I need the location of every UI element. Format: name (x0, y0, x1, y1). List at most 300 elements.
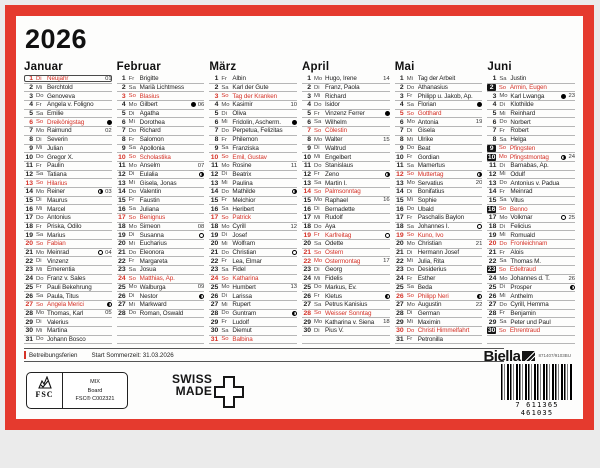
day-number: 18 (488, 223, 497, 231)
day-row (302, 84, 390, 93)
weekday-abbr: Fr (36, 223, 42, 230)
day-number: 9 (214, 144, 219, 152)
weekday-abbr: Do (36, 336, 44, 343)
day-row (117, 275, 205, 284)
name-day: Kletus (325, 292, 342, 300)
name-day: Reiner (47, 188, 65, 196)
day-row (487, 92, 575, 101)
name-day: Nestor (139, 292, 158, 300)
name-day: Rosine (232, 162, 252, 170)
day-number: 20 (25, 240, 33, 248)
weekday-abbr: So (498, 84, 507, 91)
day-row (487, 153, 575, 162)
week-number: 17 (383, 258, 390, 265)
name-day: Rupert (232, 301, 251, 309)
name-day: Franz v. Sales (47, 275, 86, 283)
day-row (117, 231, 205, 240)
day-row (117, 84, 205, 93)
name-day: Valentin (139, 188, 162, 196)
weekday-abbr: Sa (36, 293, 44, 300)
day-number: 23 (487, 266, 496, 274)
day-row (209, 257, 297, 266)
day-number: 1 (121, 75, 126, 83)
weekday-abbr: Fr (36, 162, 42, 169)
name-day: Christi Himmelfahrt (417, 327, 470, 335)
weekday-abbr: Fr (499, 310, 505, 317)
name-day: Anthelm (510, 292, 533, 300)
day-row (487, 127, 575, 136)
day-number: 22 (396, 257, 404, 265)
day-number: 2 (487, 84, 496, 91)
day-number: 13 (25, 179, 33, 187)
name-day: Josua (139, 266, 156, 274)
weekday-abbr: Sa (406, 223, 414, 230)
weekday-abbr: Sa (499, 136, 507, 143)
weekday-abbr: Mo (314, 319, 323, 326)
weekday-abbr: Mo (221, 101, 230, 108)
day-number: 10 (487, 153, 496, 161)
week-number: 14 (383, 75, 390, 82)
day-number: 7 (492, 127, 497, 135)
name-day: Raphael (325, 196, 348, 204)
day-number: 11 (396, 162, 404, 170)
weekday-abbr: Mo (499, 93, 508, 100)
day-number: 13 (396, 179, 404, 187)
day-number: 18 (118, 223, 126, 231)
moon-phase-full-icon (199, 233, 204, 238)
weekday-abbr: Sa (314, 180, 322, 187)
weekday-abbr: Fr (221, 319, 227, 326)
weekday-abbr: Mo (36, 249, 45, 256)
day-number: 24 (210, 275, 219, 283)
day-number: 21 (488, 249, 497, 257)
day-number: 11 (303, 162, 312, 170)
moon-phase-new-icon (191, 102, 196, 107)
moon-phase-last-icon (477, 294, 482, 299)
name-day: Faustin (139, 196, 160, 204)
name-day: Anselm (139, 162, 161, 170)
biella-flag-icon (522, 351, 535, 361)
weekday-abbr: Mo (406, 180, 415, 187)
day-row (117, 136, 205, 145)
day-number: 12 (396, 170, 404, 178)
name-day: Beatrix (232, 170, 252, 178)
weekday-abbr: Sa (221, 206, 229, 213)
day-number: 14 (488, 188, 497, 196)
day-row (395, 318, 483, 327)
day-row (395, 110, 483, 119)
name-day: Rudolf (325, 214, 343, 222)
weekday-abbr: Fr (314, 293, 320, 300)
weekday-abbr: Mo (221, 284, 230, 291)
week-number: 19 (475, 119, 483, 126)
name-day: Scholastika (139, 153, 171, 161)
day-row (395, 136, 483, 145)
day-number: 4 (307, 101, 312, 109)
day-number: 27 (25, 301, 33, 309)
weekday-abbr: Do (406, 206, 415, 213)
day-number: 12 (488, 170, 497, 178)
weekday-abbr: Di (128, 232, 135, 239)
empty-row (487, 336, 575, 345)
week-number: 12 (290, 223, 298, 230)
name-day: Thomas, Karl (47, 309, 84, 317)
day-row (395, 336, 483, 345)
week-number: 04 (105, 249, 112, 256)
day-number: 7 (399, 127, 404, 135)
name-day: Antonia (417, 118, 439, 126)
day-number: 19 (25, 231, 33, 239)
empty-row (117, 318, 205, 327)
day-row (395, 223, 483, 232)
day-number: 29 (396, 318, 404, 326)
day-number: 10 (210, 153, 219, 161)
day-row (395, 162, 483, 171)
day-number: 30 (396, 327, 404, 335)
weekday-abbr: Mi (314, 154, 321, 161)
name-day: Salomon (139, 136, 164, 144)
day-row (209, 214, 297, 223)
weekday-abbr: Do (128, 188, 137, 195)
weekday-abbr: Fr (499, 188, 505, 195)
name-day: Pfingsten (509, 144, 536, 152)
weekday-abbr: Fr (406, 336, 413, 343)
day-number: 4 (399, 101, 404, 109)
day-row (302, 101, 390, 110)
day-row (24, 327, 112, 336)
empty-row (302, 336, 390, 345)
day-number: 17 (303, 214, 312, 222)
day-number: 9 (121, 144, 126, 152)
swiss-cross-icon (214, 376, 244, 408)
day-number: 26 (396, 292, 404, 300)
day-number: 18 (210, 223, 219, 231)
weekday-abbr: Sa (406, 101, 414, 108)
day-number: 18 (396, 223, 404, 231)
weekday-abbr: Mi (499, 110, 506, 117)
weekday-abbr: Di (406, 310, 413, 317)
month-title: März (209, 61, 237, 73)
day-number: 1 (492, 75, 497, 83)
name-day: Isidor (325, 101, 340, 109)
day-number: 25 (25, 283, 33, 291)
day-number: 20 (118, 240, 126, 248)
name-day: Mamertus (417, 162, 445, 170)
month-title: Februar (116, 61, 161, 73)
day-row (302, 179, 390, 188)
weekday-abbr: Do (221, 188, 229, 195)
day-number: 12 (25, 170, 33, 178)
moon-phase-full-icon (98, 250, 103, 255)
name-day: Georg (325, 266, 343, 274)
day-row (24, 101, 112, 110)
weekday-abbr: So (221, 93, 229, 100)
day-row (117, 214, 205, 223)
day-row (209, 318, 297, 327)
week-number: 10 (290, 101, 298, 108)
name-day: Albin (232, 75, 246, 83)
weekday-abbr: Do (36, 154, 44, 161)
day-number: 25 (488, 283, 497, 291)
weekday-abbr: Do (314, 284, 322, 291)
moon-phase-new-icon (561, 94, 566, 99)
day-row (117, 75, 205, 84)
day-number: 24 (303, 275, 312, 283)
weekday-abbr: Do (36, 275, 44, 282)
name-day: Dorothea (139, 118, 165, 126)
day-row (117, 223, 205, 232)
day-row (117, 284, 205, 293)
barcode-digits: 7 611365 461035 (515, 401, 559, 418)
weekday-abbr: Sa (36, 171, 44, 178)
month-title: Mai (394, 61, 415, 73)
day-row (117, 179, 205, 188)
name-day: Hermann Josef (417, 249, 460, 257)
day-row (24, 188, 112, 197)
day-number: 2 (29, 84, 33, 92)
name-day: Walburga (139, 283, 166, 291)
day-number: 5 (121, 110, 126, 118)
weekday-abbr: Mi (221, 180, 228, 187)
day-row (117, 310, 205, 319)
day-row (395, 231, 483, 240)
weekday-abbr: So (406, 171, 414, 178)
name-day: Neujahr (47, 75, 69, 83)
weekday-abbr: Sa (221, 145, 229, 152)
day-row (24, 231, 112, 240)
day-row (395, 75, 483, 84)
name-day: Meinrad (510, 188, 533, 196)
weekday-abbr: Mi (128, 180, 135, 187)
weekday-abbr: Fr (221, 258, 227, 265)
weekday-abbr: Do (499, 119, 507, 126)
day-row (302, 127, 390, 136)
weekday-abbr: So (128, 275, 136, 282)
weekday-abbr: So (406, 110, 414, 117)
day-number: 6 (399, 118, 404, 126)
day-number: 7 (121, 127, 126, 135)
day-number: 27 (396, 301, 404, 309)
day-number: 10 (396, 153, 404, 161)
day-number: 7 (214, 127, 219, 135)
weekday-abbr: Mo (406, 240, 415, 247)
day-row (209, 75, 297, 84)
day-row (487, 275, 575, 284)
day-number: 19 (396, 231, 404, 239)
day-row (487, 118, 575, 127)
weekday-abbr: Do (314, 162, 322, 169)
weekday-abbr: Sa (221, 266, 229, 273)
red-marker-bar (24, 351, 26, 359)
name-day: Reinhard (510, 110, 536, 118)
month-title: Juni (487, 61, 512, 73)
weekday-abbr: Sa (36, 232, 44, 239)
day-number: 4 (29, 101, 33, 109)
weekday-abbr: So (314, 310, 322, 317)
fsc-board: Board (87, 387, 103, 394)
name-day: Paulina (232, 179, 253, 187)
day-row (117, 162, 205, 171)
day-row (395, 205, 483, 214)
day-row (117, 257, 205, 266)
weekday-abbr: Fr (314, 110, 320, 117)
weekday-abbr: Sa (128, 145, 136, 152)
calendar-card (5, 5, 594, 430)
betreibungsferien-label: Betreibungsferien (29, 351, 78, 359)
weekday-abbr: So (36, 180, 44, 187)
name-day: Klothilde (510, 101, 534, 109)
day-row (395, 257, 483, 266)
day-number: 14 (396, 188, 404, 196)
weekday-abbr: So (221, 214, 229, 221)
day-number: 28 (488, 309, 497, 317)
day-number: 13 (210, 179, 219, 187)
day-number: 31 (396, 335, 404, 343)
summertime-label: Start Sommerzeit: 31.03.2026 (91, 351, 174, 359)
day-number: 12 (303, 170, 312, 178)
name-day: Markward (139, 301, 167, 309)
week-number: 05 (105, 310, 112, 317)
day-number: 21 (210, 249, 219, 257)
day-number: 28 (303, 309, 312, 317)
name-day: Ehrentraud (509, 327, 541, 335)
day-row (487, 205, 575, 214)
day-number: 21 (396, 249, 404, 257)
weekday-abbr: Do (499, 180, 507, 187)
barcode-bars (501, 364, 573, 400)
name-day: Gilbert (139, 101, 158, 109)
name-day: Gregor X. (47, 153, 74, 161)
name-day: Aya (325, 223, 336, 231)
day-row (487, 84, 575, 93)
week-number: 20 (475, 180, 483, 187)
name-day: Prosper (510, 283, 532, 291)
weekday-abbr: Sa (128, 266, 136, 273)
day-number: 6 (214, 118, 219, 126)
name-day: Benno (509, 205, 528, 213)
moon-phase-new-icon (385, 111, 390, 116)
weekday-abbr: Fr (128, 75, 135, 82)
weekday-abbr: Mo (314, 258, 323, 265)
day-row (302, 318, 390, 327)
name-day: Thomas M. (510, 257, 541, 265)
day-number: 14 (303, 188, 312, 196)
weekday-abbr: Mo (499, 275, 508, 282)
name-day: Humbert (232, 283, 256, 291)
name-day: Paulin (47, 162, 64, 170)
day-row (302, 292, 390, 301)
day-number: 7 (307, 127, 312, 135)
name-day: Markus, Ev. (325, 283, 357, 291)
weekday-abbr: Fr (128, 258, 135, 265)
day-number: 16 (210, 205, 219, 213)
name-day: Palmsonntag (325, 188, 361, 196)
week-number: 21 (475, 240, 483, 247)
name-day: Barnabas, Ap. (510, 162, 549, 170)
day-row (395, 101, 483, 110)
name-day: Katharina (232, 275, 259, 283)
day-number: 23 (303, 266, 312, 274)
weekday-abbr: Sa (499, 197, 507, 204)
name-day: Augustin (417, 301, 442, 309)
weekday-abbr: Di (499, 223, 505, 230)
day-number: 13 (303, 179, 312, 187)
moon-phase-full-icon (477, 224, 482, 229)
day-number: 17 (396, 214, 404, 222)
day-number: 8 (121, 136, 126, 144)
weekday-abbr: Di (36, 258, 42, 265)
weekday-abbr: Sa (36, 110, 44, 117)
fsc-label (26, 372, 128, 409)
day-row (487, 75, 575, 84)
name-day: Josef (232, 231, 247, 239)
name-day: Gisela (417, 127, 435, 135)
name-day: Lea, Elmar (232, 257, 262, 265)
weekday-abbr: Mo (314, 75, 323, 82)
day-row (302, 327, 390, 336)
name-day: Philipp Neri (417, 292, 449, 300)
month-column-februar (117, 61, 205, 344)
day-number: 31 (210, 335, 219, 343)
day-number: 14 (118, 188, 126, 196)
weekday-abbr: Mi (406, 75, 413, 82)
weekday-abbr: So (406, 293, 414, 300)
name-day: Vitus (510, 196, 524, 204)
weekday-abbr: So (314, 249, 322, 256)
weekday-abbr: Di (314, 327, 320, 334)
day-number: 8 (214, 136, 219, 144)
day-number: 26 (25, 292, 33, 300)
day-number: 21 (303, 249, 312, 257)
day-number: 8 (307, 136, 312, 144)
day-number: 5 (307, 110, 312, 118)
weekday-abbr: Mi (406, 197, 413, 204)
day-number: 23 (25, 266, 33, 274)
name-day: Mariä Lichtmess (139, 84, 185, 92)
day-row (302, 284, 390, 293)
day-number: 23 (396, 266, 404, 274)
day-row (395, 240, 483, 249)
day-number: 19 (303, 231, 312, 239)
weekday-abbr: Di (314, 206, 320, 213)
weekday-abbr: Mi (499, 232, 506, 239)
day-number: 3 (399, 92, 404, 100)
name-day: Wilhelm (325, 118, 347, 126)
name-day: Tatiana (47, 170, 67, 178)
weekday-abbr: Mo (128, 284, 137, 291)
month-column-juni (487, 61, 575, 344)
biella-brand (483, 348, 571, 365)
day-number: 22 (303, 257, 312, 265)
week-number: 03 (105, 188, 112, 195)
name-day: Perpetua, Felizitas (232, 127, 283, 135)
day-number: 25 (210, 283, 219, 291)
day-row (24, 223, 112, 232)
moon-phase-first-icon (292, 189, 297, 194)
name-day: Johannes I. (417, 223, 450, 231)
day-row (209, 310, 297, 319)
name-day: Cyrill, Hemma (510, 301, 549, 309)
day-number: 18 (303, 223, 312, 231)
day-row (395, 249, 483, 258)
day-row (395, 266, 483, 275)
day-row (24, 136, 112, 145)
week-number: 08 (197, 223, 205, 230)
name-day: Meinrad (47, 249, 70, 257)
day-row (395, 301, 483, 310)
weekday-abbr: Fr (221, 75, 227, 82)
name-day: Stanislaus (325, 162, 354, 170)
